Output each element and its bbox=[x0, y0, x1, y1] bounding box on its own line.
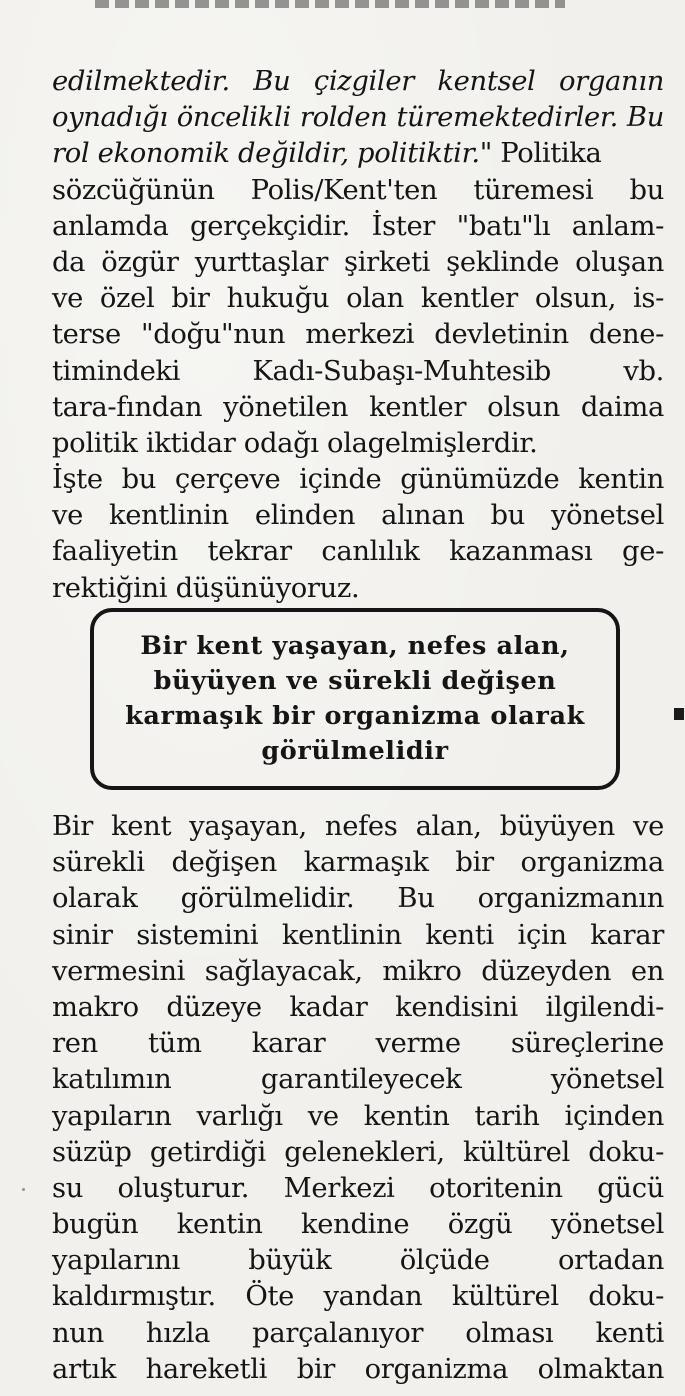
text-line: timindeki Kadı-Subaşı-Muhtesib vb. bbox=[52, 355, 664, 387]
text-line: ren tüm karar verme süreçlerine bbox=[52, 1028, 664, 1060]
text-line: bugün kentin kendine özgü yönetsel bbox=[52, 1209, 664, 1241]
italic-quote-end: rol ekonomik değildir, politiktir. bbox=[52, 138, 480, 170]
text-line: terse "doğu"nun merkezi devletinin dene- bbox=[52, 319, 664, 351]
text-line: rektiğini düşünüyoruz. bbox=[52, 572, 360, 604]
scan-speck bbox=[22, 1188, 25, 1191]
text-line bbox=[52, 136, 664, 172]
text-line: Bir kent yaşayan, nefes alan, büyüyen ve bbox=[52, 811, 664, 842]
text-line: süzüp getirdiği gelenekleri, kültürel doku- bbox=[52, 1136, 664, 1168]
text-line: kaldırmıştır. Öte yandan kültürel doku- bbox=[52, 1281, 664, 1313]
cropped-text-fragment bbox=[95, 0, 565, 8]
pull-quote-line: görülmelidir bbox=[261, 736, 449, 766]
pull-quote-box bbox=[90, 608, 620, 790]
text-line: sinir sistemini kentlinin kenti için karar bbox=[52, 919, 664, 951]
text-line: olarak görülmelidir. Bu organizmanın bbox=[52, 883, 664, 915]
pull-quote-line: büyüyen ve sürekli değişen bbox=[153, 666, 557, 696]
text-line: sürekli değişen karmaşık bir organizma bbox=[52, 847, 664, 879]
text-line: edilmektedir. Bu çizgiler kentsel organın bbox=[52, 66, 664, 97]
text-line: yapıların varlığı ve kentin tarih içinden bbox=[52, 1100, 664, 1132]
text-line: faaliyetin tekrar canlılık kazanması ge- bbox=[52, 536, 664, 568]
text-line: su oluşturur. Merkezi otoritenin gücü bbox=[52, 1172, 664, 1204]
text-line: nun hızla parçalanıyor olması kenti bbox=[52, 1317, 664, 1349]
text-line: artık hareketli bir organizma olmaktan bbox=[52, 1353, 664, 1385]
text-line: vermesini sağlayacak, mikro düzeyden en bbox=[52, 955, 664, 987]
pull-quote-line: Bir kent yaşayan, nefes alan, bbox=[140, 631, 570, 661]
pull-quote-line: karmaşık bir organizma olarak bbox=[125, 701, 585, 731]
text-line: ve kentlinin elinden alınan bu yönetsel bbox=[52, 500, 664, 532]
edge-bullet-mark bbox=[674, 708, 684, 720]
text-line: ve özel bir hukuğu olan kentler olsun, is- bbox=[52, 283, 664, 315]
text-line: politik iktidar odağı olagelmişlerdir. bbox=[52, 427, 538, 459]
text-line: oynadığı öncelikli rolden türemektedirler. Bu bbox=[52, 102, 664, 134]
text-line: da özgür yurttaşlar şirketi şeklinde oluşan bbox=[52, 246, 664, 278]
text-line-continuation: " Politika bbox=[479, 138, 602, 170]
text-line: tara-fından yönetilen kentler olsun daima bbox=[52, 391, 664, 423]
text-line: İşte bu çerçeve içinde günümüzde kentin bbox=[52, 464, 664, 496]
body-paragraph bbox=[52, 809, 664, 1388]
text-line: katılımın garantileyecek yönetsel bbox=[52, 1064, 664, 1096]
text-line: yapılarını büyük ölçüde ortadan bbox=[52, 1245, 664, 1277]
text-line: makro düzeye kadar kendisini ilgilendi- bbox=[52, 991, 664, 1023]
text-line: sözcüğünün Polis/Kent'ten türemesi bu bbox=[52, 174, 664, 206]
text-line: anlamda gerçekçidir. İster "batı"lı anlam- bbox=[52, 210, 664, 242]
intro-paragraph bbox=[52, 64, 664, 607]
